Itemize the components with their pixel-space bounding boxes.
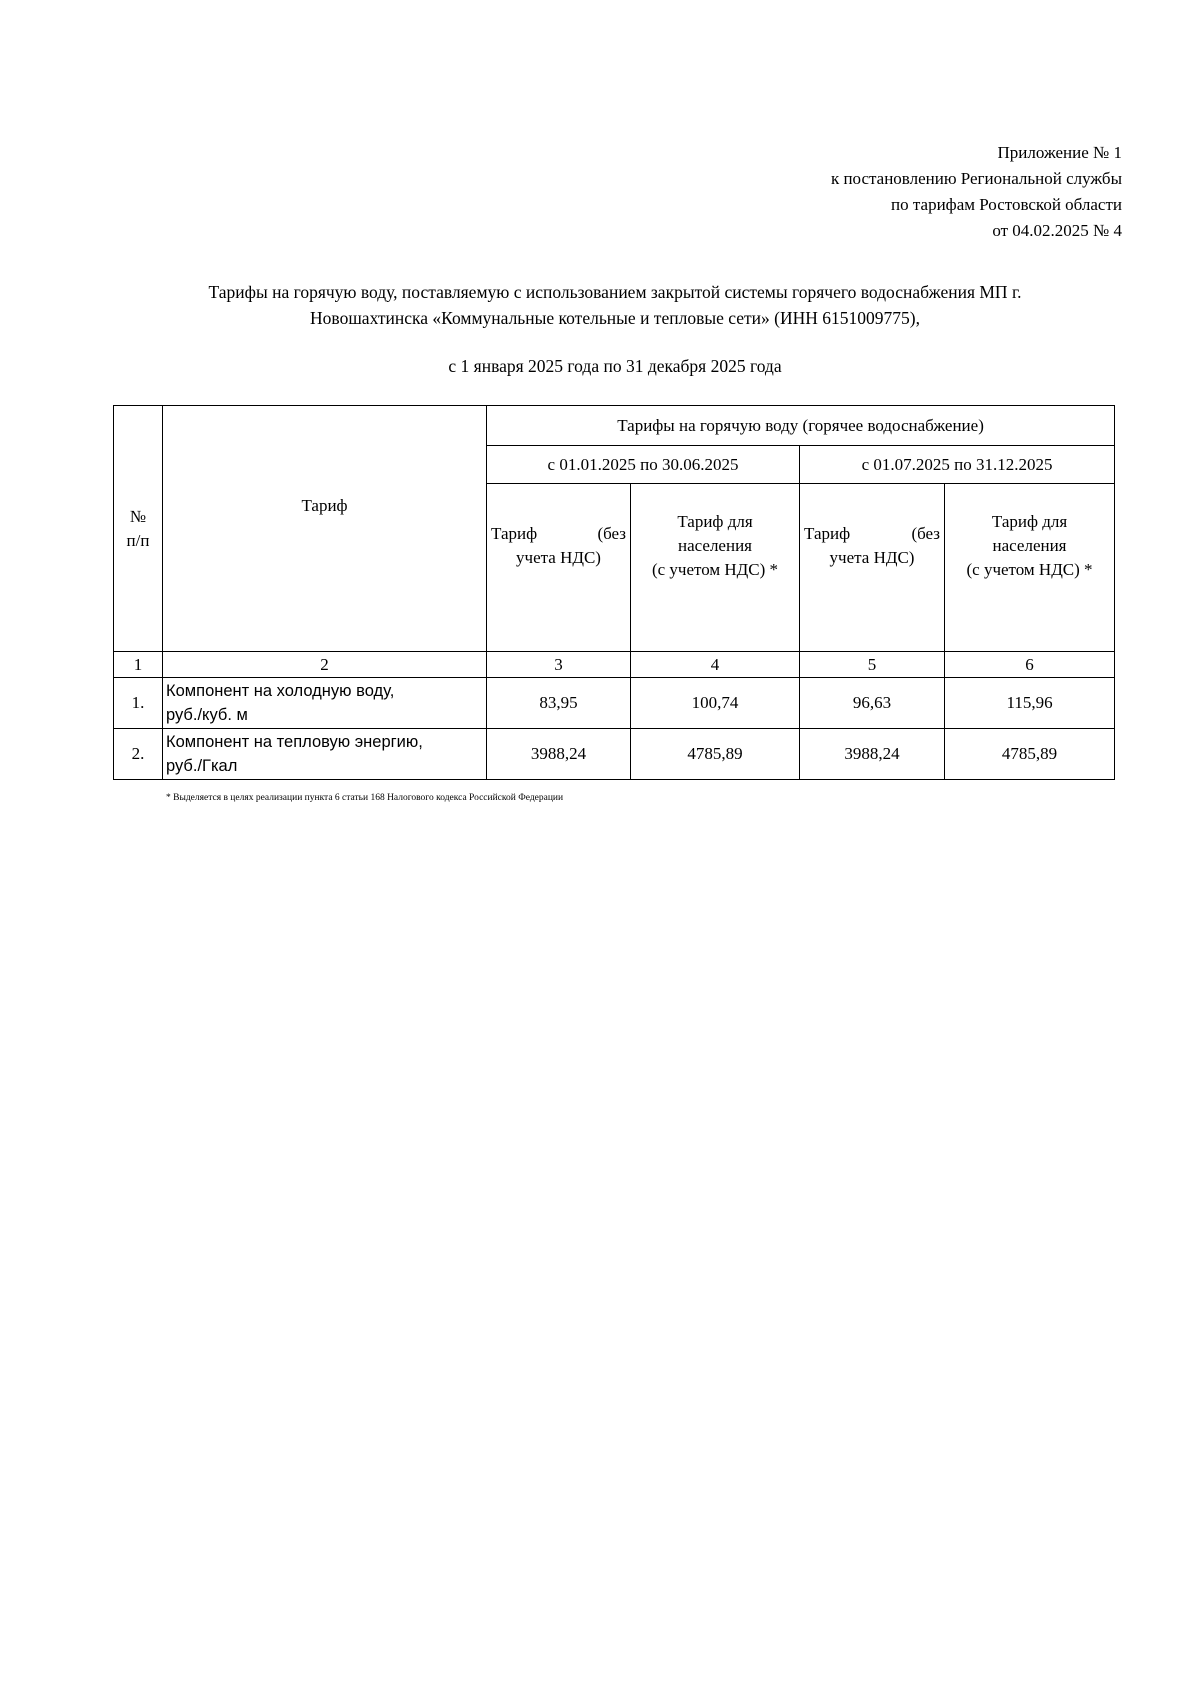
row-value: 4785,89 xyxy=(945,729,1115,780)
row-value: 96,63 xyxy=(800,678,945,729)
appendix-line: от 04.02.2025 № 4 xyxy=(992,221,1122,240)
row-value: 83,95 xyxy=(487,678,631,729)
row-value: 115,96 xyxy=(945,678,1115,729)
header-tariff: Тариф xyxy=(163,406,487,652)
header-tariff-population-1: Тариф для населения (с учетом НДС) * xyxy=(631,484,800,652)
column-number: 4 xyxy=(631,652,800,678)
appendix-line: Приложение № 1 xyxy=(997,143,1122,162)
header-period-1: с 01.01.2025 по 30.06.2025 xyxy=(487,446,800,484)
table-row xyxy=(114,729,1115,780)
row-value: 3988,24 xyxy=(487,729,631,780)
row-value: 3988,24 xyxy=(800,729,945,780)
row-number: 2. xyxy=(114,729,163,780)
tariff-table xyxy=(113,405,1115,780)
header-tariff-population-2: Тариф для населения (с учетом НДС) * xyxy=(945,484,1115,652)
column-number: 5 xyxy=(800,652,945,678)
header-row-number: № п/п xyxy=(114,406,163,652)
appendix-line: по тарифам Ростовской области xyxy=(891,195,1122,214)
document-title xyxy=(120,279,1110,331)
row-value: 4785,89 xyxy=(631,729,800,780)
title-line: Тарифы на горячую воду, поставляемую с использованием закрытой системы горячего водоснабжения МП г. xyxy=(208,282,1022,302)
header-tariff-no-vat-1: Тариф (без учета НДС) xyxy=(487,484,631,652)
column-number: 3 xyxy=(487,652,631,678)
title-line: Новошахтинска «Коммунальные котельные и тепловые сети» (ИНН 6151009775), xyxy=(310,308,920,328)
column-number: 6 xyxy=(945,652,1115,678)
header-period-2: с 01.07.2025 по 31.12.2025 xyxy=(800,446,1115,484)
row-value: 100,74 xyxy=(631,678,800,729)
appendix-line: к постановлению Региональной службы xyxy=(830,169,1122,188)
row-component-name: Компонент на холодную воду, руб./куб. м xyxy=(163,678,487,729)
header-group: Тарифы на горячую воду (горячее водоснабжение) xyxy=(487,406,1115,446)
table-row xyxy=(114,678,1115,729)
column-number: 1 xyxy=(114,652,163,678)
row-number: 1. xyxy=(114,678,163,729)
header-tariff-no-vat-2: Тариф (без учета НДС) xyxy=(800,484,945,652)
tariff-period: с 1 января 2025 года по 31 декабря 2025 года xyxy=(448,356,782,376)
row-component-name: Компонент на тепловую энергию, руб./Гкал xyxy=(163,729,487,780)
appendix-header xyxy=(831,140,1122,244)
footnote: * Выделяется в целях реализации пункта 6 статьи 168 Налогового кодекса Российской Федерации xyxy=(166,793,564,803)
column-number: 2 xyxy=(163,652,487,678)
